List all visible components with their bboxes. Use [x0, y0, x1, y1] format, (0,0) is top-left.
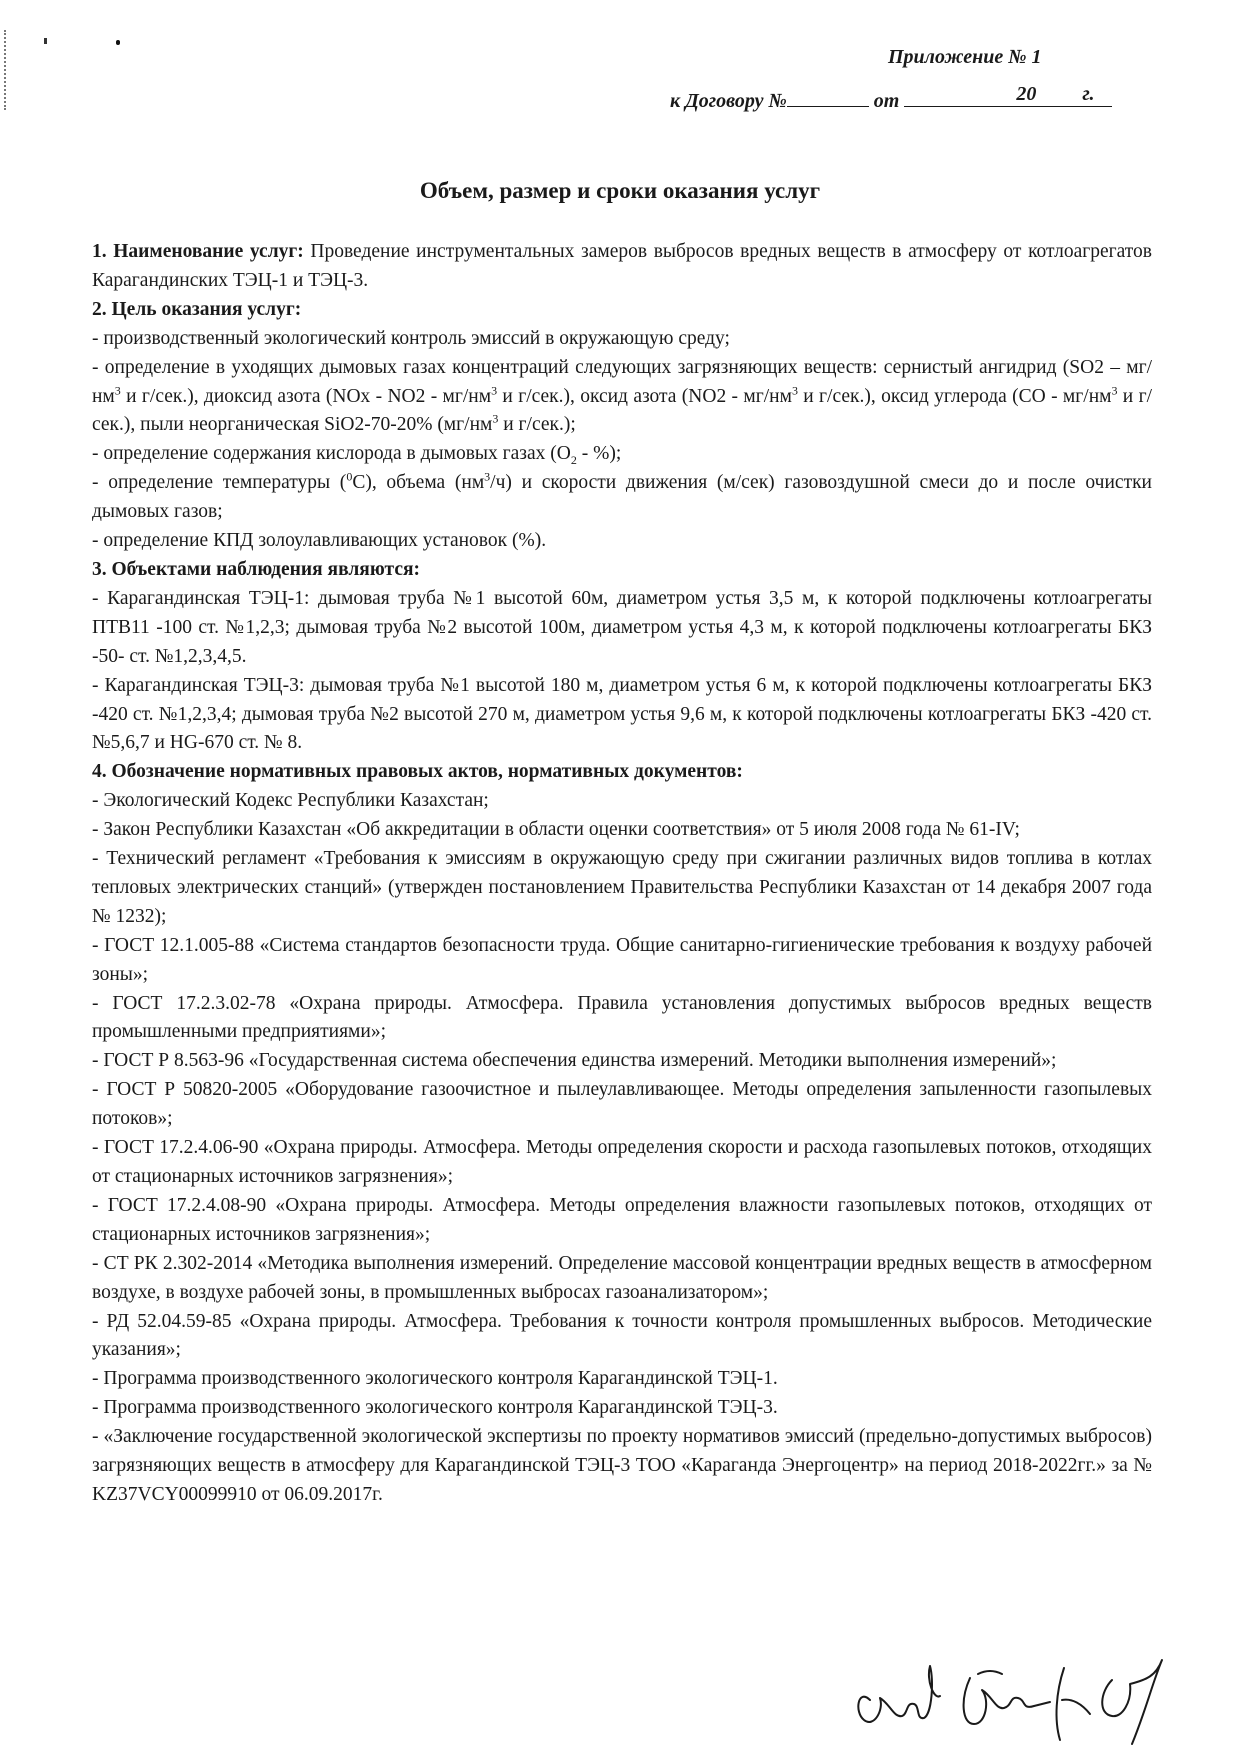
contract-date-blank: [904, 83, 1072, 107]
section-4-item: - ГОСТ 17.2.3.02-78 «Охрана природы. Атмосфера. Правила установления допустимых выбросов вредных веществ промышленными предприятиями»;: [92, 992, 1152, 1043]
contract-year-suffix: г.: [1082, 83, 1095, 105]
section-3-heading: 3. Объектами наблюдения являются:: [92, 558, 421, 580]
document-body: [92, 238, 1152, 1510]
section-3-item: - Карагандинская ТЭЦ-3: дымовая труба №1 высотой 180 м, диаметром устья 6 м, к которой подключены котлоагрегаты БКЗ -420 ст. №1,2,3,4; дымовая труба №2 высотой 270 м, диаметром устья 9,6 м, к которой подключены котлоагрегаты БКЗ -420 ст. №5,6,7 и HG-670 ст. № 8.: [92, 674, 1152, 754]
contract-reference: [670, 83, 1112, 113]
section-2-item: - определение КПД золоулавливающих установок (%).: [92, 530, 547, 552]
section-4-item: - ГОСТ Р 50820-2005 «Оборудование газоочистное и пылеулавливающее. Методы определения запыленности газопылевых потоков»;: [92, 1079, 1152, 1130]
scan-dot: [116, 40, 120, 45]
contract-number-blank: [787, 88, 869, 107]
section-4-item: - РД 52.04.59-85 «Охрана природы. Атмосфера. Требования к точности контроля промышленных выбросов. Методические указания»;: [92, 1310, 1152, 1361]
page-title: Объем, размер и сроки оказания услуг: [419, 178, 821, 203]
section-4-item: - ГОСТ Р 8.563-96 «Государственная система обеспечения единства измерений. Методики выполнения измерений»;: [92, 1050, 1057, 1072]
section-4-item: - ГОСТ 17.2.4.08-90 «Охрана природы. Атмосфера. Методы определения влажности газопылевых потоков, отходящих от стационарных источников загрязнения»;: [92, 1194, 1152, 1245]
scan-edge-mark: [4, 30, 9, 110]
section-4-item: - СТ РК 2.302-2014 «Методика выполнения измерений. Определение массовой концентрации вредных веществ в атмосферном воздухе, в воздухе рабочей зоны, в промышленных выбросах газоанализатором»;: [92, 1252, 1152, 1303]
section-4-item: - Экологический Кодекс Республики Казахстан;: [92, 790, 489, 812]
section-4-item: - Программа производственного экологического контроля Карагандинской ТЭЦ-3.: [92, 1397, 778, 1419]
contract-from: от: [873, 90, 900, 112]
section-3-item: - Карагандинская ТЭЦ-1: дымовая труба №1 высотой 60м, диаметром устья 3,5 м, к которой подключены котлоагрегаты ПТВ11 -100 ст. №1,2,3; дымовая труба №2 высотой 100м, диаметром устья 4,3 м, к которой подключены котлоагрегаты БКЗ -50- ст. №1,2,3,4,5.: [92, 587, 1152, 667]
section-2-item: - производственный экологический контроль эмиссий в окружающую среду;: [92, 327, 730, 349]
contract-year: 20: [1016, 83, 1037, 105]
section-4-heading: 4. Обозначение нормативных правовых актов, нормативных документов:: [92, 761, 743, 783]
section-2-item: - определение в уходящих дымовых газах концентраций следующих загрязняющих веществ: сернистый ангидрид ($SO2 - мг/нм^3$ и г/сек.), диоксид азота ($NOx - NO2 - мг/нм^3$ и г/сек.), оксид азота ($NO2 - мг/нм^3$ и г/сек.), оксид углерода ($CO - мг/нм^3$ и г/сек.), пыли неорганическая SiO2-70-20% ($мг/нм^3$ и г/сек.);: [92, 356, 1153, 436]
contract-year-suffix-blank: [1072, 83, 1112, 107]
scan-dot: [44, 38, 47, 44]
section-4-item: - Технический регламент «Требования к эмиссиям в окружающую среду при сжигании различных видов топлива в котлах тепловых электрических станций» (утвержден постановлением Правительства Республики Казахстан от 14 декабря 2007 года № 1232);: [92, 848, 1152, 927]
section-2-item: - определение температуры ($^0$C), объема $(нм^3/ч)$ и скорости движения (м/сек) газовоздушной смеси до и после очистки дымовых газов;: [92, 469, 1152, 523]
appendix-label: Приложение № 1: [888, 46, 1042, 68]
section-4-item: - ГОСТ 12.1.005-88 «Система стандартов безопасности труда. Общие санитарно-гигиенические требования к воздуху рабочей зоны»;: [92, 934, 1152, 985]
section-2-heading: 2. Цель оказания услуг:: [92, 298, 302, 320]
section-2-item: - определение содержания кислорода в дымовых газах ($O_2$ - %);: [92, 443, 622, 468]
section-1-heading: 1. Наименование услуг:: [92, 241, 304, 262]
section-4-item: - Программа производственного экологического контроля Карагандинской ТЭЦ-1.: [92, 1368, 778, 1390]
section-4-item: - «Заключение государственной экологической экспертизы по проекту нормативов эмиссий (предельно-допустимых выбросов) загрязняющих веществ в атмосферу для Карагандинской ТЭЦ-3 ТОО «Караганда Энергоцентр» на период 2018-2022гг.» за № KZ37VCY00099910 от 06.09.2017г.: [92, 1426, 1152, 1505]
section-4-item: - ГОСТ 17.2.4.06-90 «Охрана природы. Атмосфера. Методы определения скорости и расхода газопылевых потоков, отходящих от стационарных источников загрязнения»;: [92, 1137, 1152, 1187]
handwritten-signatures: [850, 1640, 1180, 1750]
section-1-text: Проведение инструментальных замеров выбросов вредных веществ в атмосферу от котлоагрегатов Карагандинских ТЭЦ-1 и ТЭЦ-3.: [92, 241, 1152, 291]
contract-prefix: к Договору №: [670, 90, 787, 112]
section-4-item: - Закон Республики Казахстан «Об аккредитации в области оценки соответствия» от 5 июля 2008 года № 61-IV;: [92, 819, 1020, 841]
section-1: [92, 238, 1152, 296]
